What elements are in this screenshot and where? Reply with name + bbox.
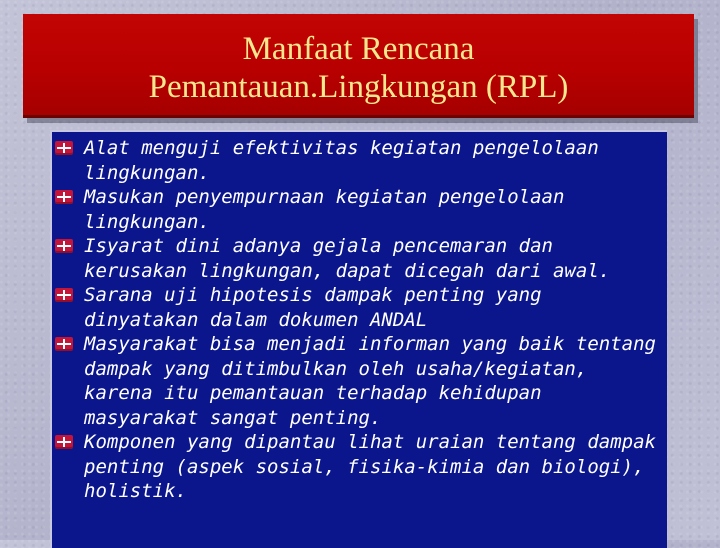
bullet-text-2: Masukan penyempurnaan kegiatan pengelolaan lingkungan. (84, 186, 565, 233)
slide-title-line-2: Pemantauan.Lingkungan (RPL) (148, 69, 569, 105)
bullet-text-6: Komponen yang dipantau lihat uraian tentang dampak penting (aspek sosial, fisika-kimia dan biologi), holistik. (84, 431, 656, 502)
bullet-text-3: Isyarat dini adanya gejala pencemaran dan kerusakan lingkungan, dapat dicegah dari awal. (84, 235, 611, 282)
bullet-item-2 (52, 185, 664, 234)
bullet-item-3 (52, 234, 664, 283)
bullet-item-6 (52, 430, 664, 504)
bullet-marker-icon (55, 435, 73, 449)
bullet-text-1: Alat menguji efektivitas kegiatan pengelolaan lingkungan. (84, 137, 599, 184)
bullet-list (52, 136, 664, 504)
bullet-marker-icon (55, 190, 73, 204)
bullet-marker-icon (55, 141, 73, 155)
bullet-marker-icon (55, 337, 73, 351)
bullet-text-4: Sarana uji hipotesis dampak penting yang dinyatakan dalam dokumen ANDAL (84, 284, 542, 331)
bullet-text-5: Masyarakat bisa menjadi informan yang baik tentang dampak yang ditimbulkan oleh usaha/kegiatan, karena itu pemantauan terhadap kehidupan masyarakat sangat penting. (84, 333, 656, 429)
bullet-marker-icon (55, 288, 73, 302)
bullet-marker-icon (55, 239, 73, 253)
bullet-item-4 (52, 283, 664, 332)
slide-title-line-1: Manfaat Rencana (242, 31, 475, 67)
title-panel (23, 14, 694, 118)
slide-title (23, 30, 694, 106)
bullet-item-1 (52, 136, 664, 185)
bullet-item-5 (52, 332, 664, 430)
